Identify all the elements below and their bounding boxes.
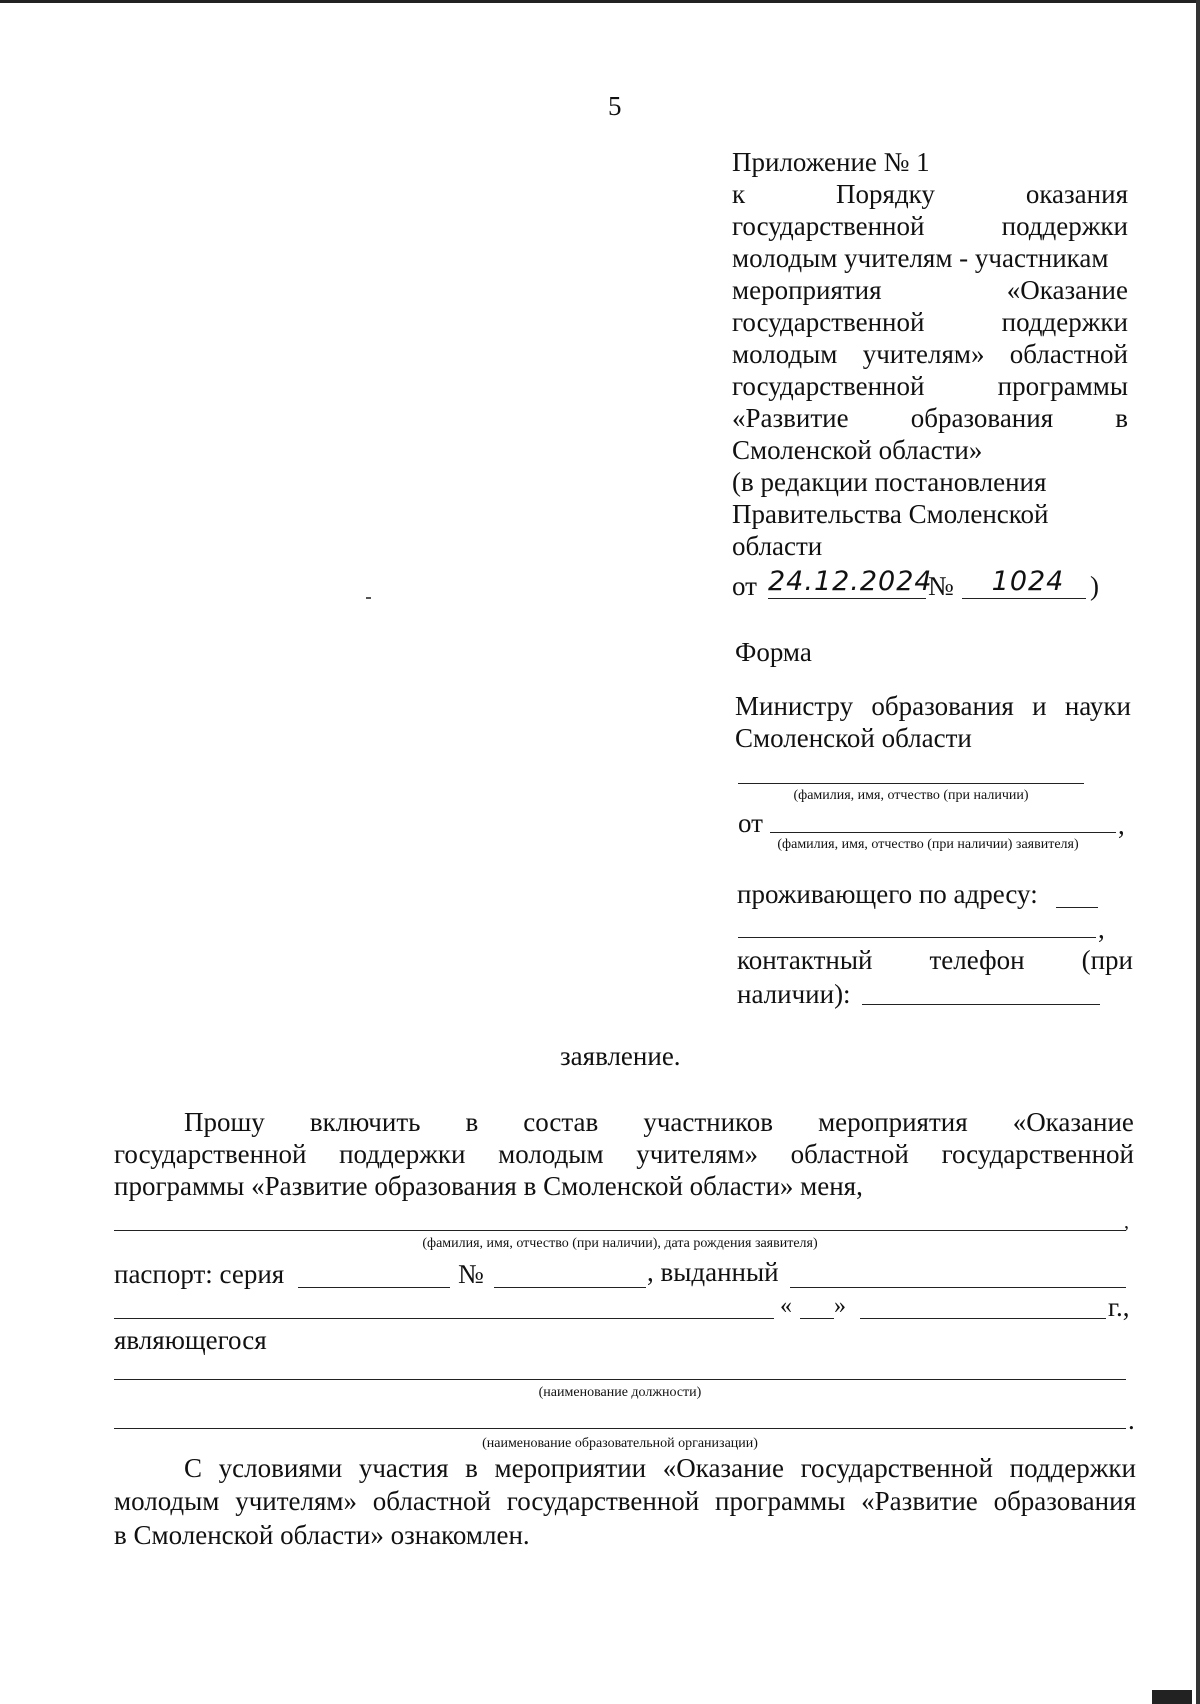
passport-issued-line-2	[114, 1318, 774, 1319]
applicant-dob-comma: ,	[1124, 1211, 1129, 1233]
position-caption: (наименование должности)	[538, 1385, 702, 1400]
appendix-title: Приложение № 1	[732, 147, 930, 177]
body-line-2: государственной поддержки молодым учителям» областной государственной	[114, 1139, 1134, 1169]
date-underline	[768, 598, 926, 599]
phone-line-2: наличии):	[737, 979, 851, 1009]
address-comma: ,	[1098, 914, 1105, 944]
year-suffix: г.,	[1108, 1292, 1130, 1322]
addressee-line-2: Смоленской области	[735, 723, 972, 753]
appendix-line-11: Правительства Смоленской	[732, 499, 1049, 529]
appendix-line-3: молодым учителям - участникам	[732, 243, 1109, 273]
appendix-number-sign: №	[928, 571, 954, 601]
appendix-line-2: государственной поддержки	[732, 211, 1128, 241]
address-line-1	[1056, 907, 1098, 908]
statement-title: заявление.	[560, 1041, 681, 1071]
passport-series-line	[298, 1287, 450, 1288]
passport-label: паспорт: серия	[114, 1259, 285, 1289]
organization-period: .	[1128, 1405, 1135, 1435]
body-line-3: программы «Развитие образования в Смоленской области» меня,	[114, 1171, 863, 1201]
addressee-line-1: Министру образования и науки	[735, 691, 1131, 721]
date-quote-close: »	[834, 1293, 846, 1319]
applicant-fio-comma: ,	[1118, 810, 1125, 840]
conditions-line-1: С условиями участия в мероприятии «Оказание государственной поддержки	[184, 1453, 1136, 1483]
applicant-fio-line	[770, 832, 1116, 833]
conditions-line-3: в Смоленской области» ознакомлен.	[114, 1520, 530, 1550]
handwritten-date: 24.12.2024	[768, 566, 933, 597]
phone-line-1: контактный телефон (при	[737, 945, 1133, 975]
scan-mark	[366, 597, 371, 599]
appendix-line-10: (в редакции постановления	[732, 467, 1047, 497]
appendix-line-4: мероприятия «Оказание	[732, 275, 1128, 305]
position-line	[114, 1379, 1126, 1380]
applicant-from-label: от	[738, 808, 763, 838]
appendix-line-6: молодым учителям» областной	[732, 339, 1128, 369]
address-line-2	[738, 937, 1096, 938]
appendix-line-7: государственной программы	[732, 371, 1128, 401]
applicant-dob-caption: (фамилия, имя, отчество (при наличии), дата рождения заявителя)	[422, 1236, 818, 1251]
address-label: проживающего по адресу:	[737, 879, 1038, 909]
appendix-line-9: Смоленской области»	[732, 435, 983, 465]
scan-edge-top	[0, 0, 1200, 3]
passport-issued-label: , выданный	[647, 1257, 779, 1287]
appendix-closing-paren: )	[1090, 571, 1099, 601]
body-line-1: Прошу включить в состав участников мероприятия «Оказание	[184, 1107, 1134, 1137]
date-quote-open: «	[780, 1293, 792, 1319]
scan-edge-bottom-mark	[1152, 1690, 1192, 1704]
phone-line	[862, 1004, 1100, 1005]
conditions-line-2: молодым учителям» областной государственной программы «Развитие образования	[114, 1486, 1136, 1516]
applicant-fio-caption: (фамилия, имя, отчество (при наличии) заявителя)	[777, 837, 1079, 852]
form-label: Форма	[735, 637, 812, 667]
organization-caption: (наименование образовательной организации)	[482, 1436, 758, 1451]
passport-number-line	[494, 1287, 646, 1288]
minister-fio-caption: (фамилия, имя, отчество (при наличии)	[793, 788, 1029, 803]
organization-line	[114, 1428, 1126, 1429]
handwritten-number: 1024	[991, 566, 1065, 597]
minister-fio-line	[738, 783, 1084, 784]
scan-edge-right	[1196, 0, 1200, 1704]
passport-issued-line-1	[790, 1287, 1126, 1288]
appendix-line-5: государственной поддержки	[732, 307, 1128, 337]
passport-number-sign: №	[458, 1259, 484, 1289]
being-label: являющегося	[114, 1325, 267, 1355]
number-underline	[962, 598, 1086, 599]
appendix-from-label: от	[732, 571, 757, 601]
issue-month-year-line	[860, 1318, 1106, 1319]
appendix-line-8: «Развитие образования в	[732, 403, 1128, 433]
issue-day-line	[800, 1318, 834, 1319]
applicant-dob-line	[114, 1230, 1126, 1231]
appendix-line-1: к Порядку оказания	[732, 179, 1128, 209]
appendix-line-12: области	[732, 531, 823, 561]
appendix-lines	[732, 178, 1128, 562]
page-number: 5	[608, 91, 622, 121]
